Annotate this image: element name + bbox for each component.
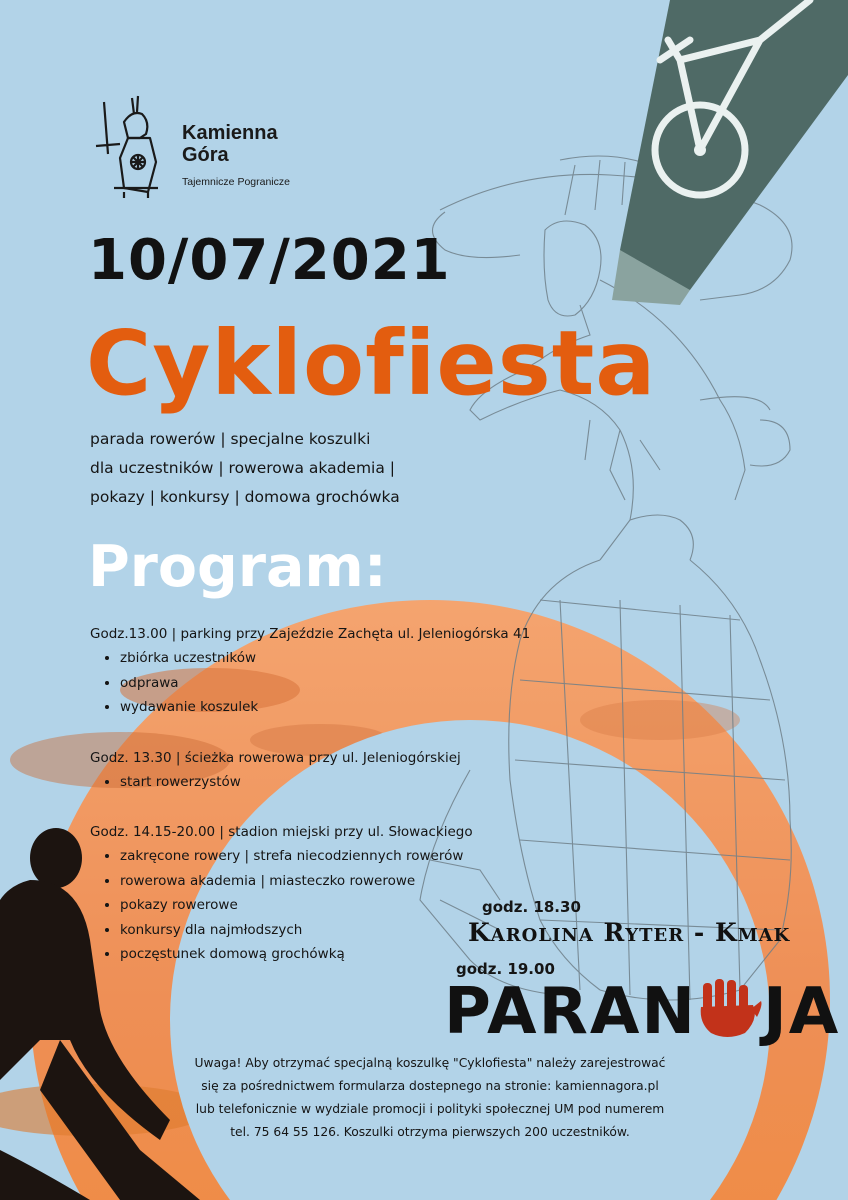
concert-time-2: godz. 19.00: [456, 960, 555, 978]
knight-crest-icon: [84, 92, 164, 202]
logo-name: [182, 122, 278, 166]
list-item: • poczęstunek domową grochówką: [120, 942, 473, 967]
list-item: • odprawa: [120, 671, 530, 696]
section-items: [90, 844, 473, 967]
notice-line: tel. 75 64 55 126. Koszulki otrzyma pierwszych 200 uczestników.: [230, 1125, 630, 1139]
registration-notice: [170, 1052, 690, 1144]
subtitle-line: dla uczestników | rowerowa akademia |: [90, 459, 396, 477]
logo-name-line1: Kamienna: [182, 122, 278, 144]
notice-line: Uwaga! Aby otrzymać specjalną koszulkę "Cyklofiesta" należy zarejestrować: [194, 1056, 666, 1070]
section-items: [90, 770, 461, 795]
performer-name: Karolina Ryter - Kmak: [468, 918, 791, 947]
section-items: [90, 646, 530, 720]
logo-tagline: Tajemnicze Pogranicze: [182, 176, 290, 188]
list-item: • rowerowa akademia | miasteczko rowerowe: [120, 869, 473, 894]
event-title: Cyklofiesta: [86, 311, 657, 415]
list-item: • pokazy rowerowe: [120, 893, 473, 918]
program-section: [90, 622, 530, 720]
event-date: 10/07/2021: [88, 228, 451, 293]
list-item: • wydawanie koszulek: [120, 695, 530, 720]
section-header: Godz. 13.30 | ścieżka rowerowa przy ul. Jeleniogórskiej: [90, 750, 461, 766]
red-hand-print-icon: [697, 979, 763, 1039]
logo: [84, 92, 324, 202]
section-header: Godz. 14.15-20.00 | stadion miejski przy ul. Słowackiego: [90, 824, 473, 840]
bicycle-triangle: [612, 0, 848, 305]
list-item: • konkursy dla najmłodszych: [120, 918, 473, 943]
program-heading: Program:: [88, 534, 387, 600]
notice-line: lub telefonicznie w wydziale promocji i polityki społecznej UM pod numerem: [195, 1102, 665, 1116]
notice-line: się za pośrednictwem formularza dostepnego na stronie: kamiennagora.pl: [201, 1079, 659, 1093]
program-section: [90, 820, 473, 967]
subtitle-line: parada rowerów | specjalne koszulki: [90, 430, 371, 448]
list-item: • zakręcone rowery | strefa niecodziennych rowerów: [120, 844, 473, 869]
list-item: • start rowerzystów: [120, 770, 461, 795]
band-name-part1: PARAN: [444, 975, 697, 1049]
program-section: [90, 746, 461, 795]
subtitle-line: pokazy | konkursy | domowa grochówka: [90, 488, 400, 506]
band-name-part2: JA: [762, 975, 841, 1049]
band-logo: [444, 976, 840, 1048]
list-item: • zbiórka uczestników: [120, 646, 530, 671]
event-subtitle: [90, 425, 470, 512]
logo-name-line2: Góra: [182, 144, 229, 166]
section-header: Godz.13.00 | parking przy Zajeździe Zachęta ul. Jeleniogórska 41: [90, 626, 531, 642]
concert-time-1: godz. 18.30: [482, 898, 581, 916]
